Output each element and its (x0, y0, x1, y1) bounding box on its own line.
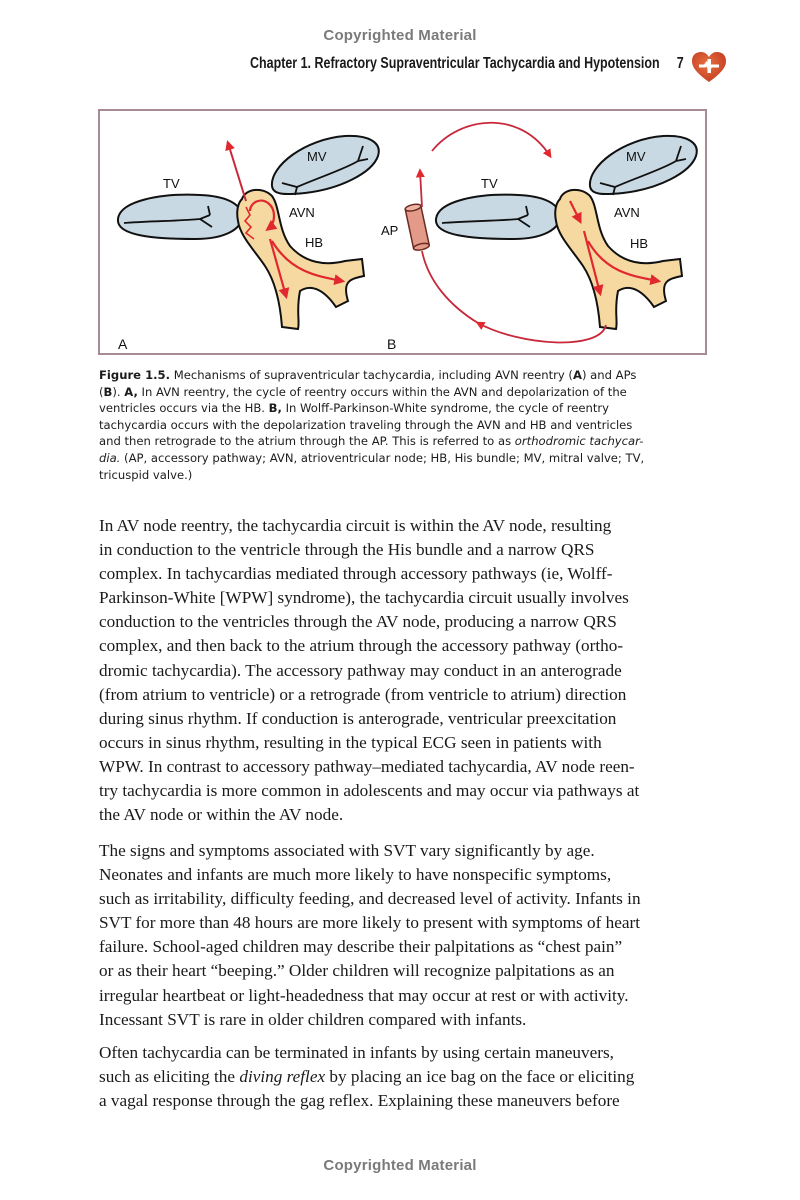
paragraph-maneuvers: Often tachycardia can be terminated in infants by using certain maneuvers, such as eliciting the diving reflex by placing an ice bag on the face or eliciting a vagal response through the gag reflex. Explaining these maneuvers before (99, 1043, 635, 1111)
label-hb-a: HB (305, 235, 324, 250)
caption-line: dia. (AP, accessory pathway; AVN, atrioventricular node; HB, His bundle; MV, mitral valve; TV, (99, 450, 645, 465)
panel-letter-a: A (118, 336, 128, 352)
panel-a-diagram (118, 136, 379, 329)
running-header (250, 55, 684, 73)
label-hb-b: HB (630, 236, 649, 251)
caption-line: tricuspid valve.) (99, 467, 193, 482)
label-tv-b: TV (481, 176, 498, 191)
paragraph-signs-symptoms: The signs and symptoms associated with SVT vary significantly by age. Neonates and infants are much more likely to have nonspecific symptoms, such as irritability, difficulty feeding, and decreased level of activity. Infants in SVT for more than 48 hours are more likely to present with symptoms of heart failure. School-aged children may describe their palpitations as “chest pain” or as their heart “beeping.” Older children will recognize palpitations as an irregular heartbeat or light-headedness that may occur at rest or with activity. Incessant SVT is rare in older children compared with infants. (99, 841, 641, 1029)
label-avn-a: AVN (289, 205, 315, 220)
figure-1-5 (98, 109, 707, 355)
figure-caption (99, 367, 714, 483)
chapter-title: Chapter 1. Refractory Supraventricular Tachycardia and Hypotension (250, 55, 660, 72)
label-ap-b: AP (381, 223, 399, 238)
label-tv-a: TV (163, 176, 180, 191)
panel-letter-b: B (387, 336, 397, 352)
label-avn-b: AVN (614, 205, 640, 220)
copyright-watermark-top: Copyrighted Material (323, 27, 477, 44)
caption-line: and then retrograde to the atrium through the AP. This is referred to as orthodromic tachycar- (99, 434, 644, 449)
heart-plus-icon (690, 50, 728, 84)
label-mv-a: MV (307, 149, 327, 164)
page-number: 7 (676, 55, 684, 72)
caption-line: ventricles occurs via the HB. B, In Wolff-Parkinson-White syndrome, the cycle of reentry (99, 401, 610, 416)
panel-b-diagram (405, 123, 697, 343)
label-mv-b: MV (626, 149, 646, 164)
paragraph-avn-reentry: In AV node reentry, the tachycardia circuit is within the AV node, resulting in conduction to the ventricle through the His bundle and a narrow QRS complex. In tachycardias mediated through accessory pathways (ie, Wolff- Parkinson-White [WPW] syndrome), the tachycardia circuit usually involves conduction to the ventricles through the AV node, producing a narrow QRS complex, and then back to the atrium through the accessory pathway (ortho- dromic tachycardia). The accessory pathway may conduct in an anterograde (from atrium to ventricle) or a retrograde (from ventricle to atrium) direction during sinus rhythm. If conduction is anterograde, ventricular preexcitation occurs in sinus rhythm, resulting in the typical ECG seen in patients with WPW. In contrast to accessory pathway–mediated tachycardia, AV node reen- try tachycardia is more common in adolescents and may occur via pathways at the AV node or within the AV node. (99, 516, 640, 825)
diving-reflex-term: diving reflex (239, 1067, 326, 1087)
caption-line: tachycardia occurs with the depolarization traveling through the AVN and HB and ventricles (99, 417, 633, 432)
copyright-watermark-bottom: Copyrighted Material (323, 1157, 477, 1174)
svt-mechanism-diagram (100, 111, 709, 357)
caption-line: (B). A, In AVN reentry, the cycle of reentry occurs within the AVN and depolarization of the (99, 384, 627, 399)
caption-line: Figure 1.5. Mechanisms of supraventricular tachycardia, including AVN reentry (A) and APs (99, 368, 637, 382)
